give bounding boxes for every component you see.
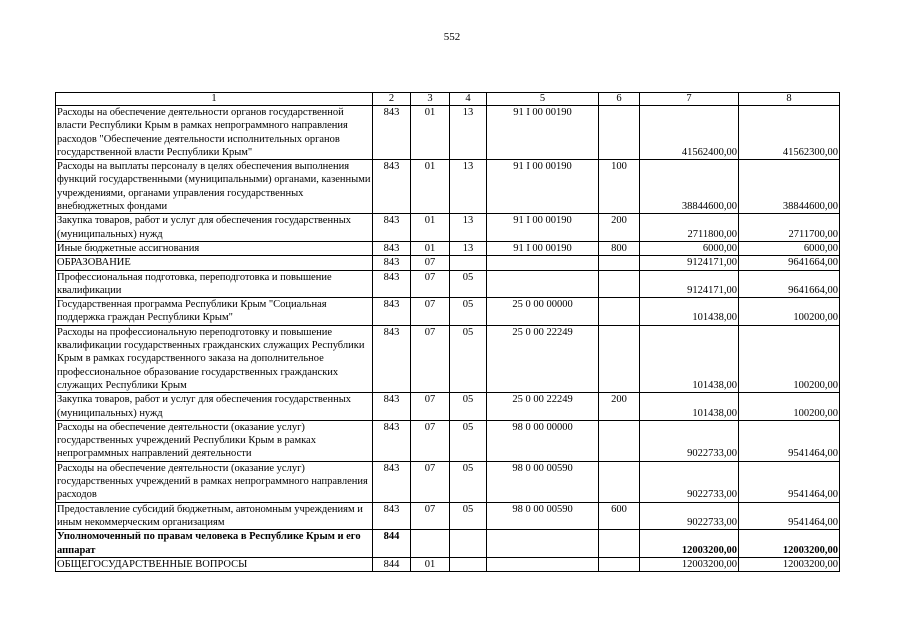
- expense-type-code: 600: [599, 502, 640, 530]
- page-number: 552: [443, 31, 461, 43]
- expense-name: Расходы на обеспечение деятельности органов государственной власти Республики Крым в рамках непрограммного направления расходов "Обеспечение деятельности исполнительных органов государственной власти Республики Крым": [56, 106, 373, 160]
- amount-col7: 12003200,00: [640, 530, 739, 558]
- amount-col7: 9022733,00: [640, 420, 739, 461]
- subsection-code: 05: [450, 420, 487, 461]
- table-row: [56, 241, 840, 255]
- section-code: 07: [411, 298, 450, 326]
- target-article-code: [487, 557, 599, 571]
- ministry-code: 844: [373, 530, 411, 558]
- section-code: 07: [411, 270, 450, 298]
- expense-type-code: [599, 325, 640, 392]
- amount-col7: 101438,00: [640, 393, 739, 421]
- subsection-code: 13: [450, 160, 487, 214]
- expense-name: Закупка товаров, работ и услуг для обеспечения государственных (муниципальных) нужд: [56, 214, 373, 242]
- subsection-code: [450, 256, 487, 270]
- section-code: 01: [411, 557, 450, 571]
- expense-name: Профессиональная подготовка, переподготовка и повышение квалификации: [56, 270, 373, 298]
- budget-table: [55, 92, 840, 572]
- table-row: [56, 420, 840, 461]
- subsection-code: 05: [450, 502, 487, 530]
- column-number: 5: [487, 93, 599, 106]
- section-code: 01: [411, 214, 450, 242]
- amount-col8: 12003200,00: [739, 530, 840, 558]
- expense-type-code: 100: [599, 160, 640, 214]
- expense-name: Предоставление субсидий бюджетным, автономным учреждениям и иным некоммерческим организациям: [56, 502, 373, 530]
- ministry-code: 844: [373, 557, 411, 571]
- expense-name: ОБЩЕГОСУДАРСТВЕННЫЕ ВОПРОСЫ: [56, 557, 373, 571]
- target-article-code: 25 0 00 22249: [487, 325, 599, 392]
- section-code: 07: [411, 502, 450, 530]
- expense-name: Расходы на выплаты персоналу в целях обеспечения выполнения функций государственными (муниципальными) органами, казенными учреждениями, органами управления государственных внебюджетных фондами: [56, 160, 373, 214]
- column-number: 1: [56, 93, 373, 106]
- amount-col8: 100200,00: [739, 325, 840, 392]
- target-article-code: [487, 530, 599, 558]
- column-number: 4: [450, 93, 487, 106]
- target-article-code: [487, 270, 599, 298]
- subsection-code: 13: [450, 241, 487, 255]
- table-body: [56, 106, 840, 572]
- target-article-code: 91 I 00 00190: [487, 214, 599, 242]
- subsection-code: 13: [450, 106, 487, 160]
- table-row: [56, 530, 840, 558]
- amount-col8: 2711700,00: [739, 214, 840, 242]
- amount-col7: 38844600,00: [640, 160, 739, 214]
- amount-col8: 9641664,00: [739, 256, 840, 270]
- expense-type-code: [599, 256, 640, 270]
- ministry-code: 843: [373, 160, 411, 214]
- target-article-code: 98 0 00 00590: [487, 461, 599, 502]
- section-code: 01: [411, 106, 450, 160]
- ministry-code: 843: [373, 325, 411, 392]
- amount-col7: 101438,00: [640, 298, 739, 326]
- amount-col7: 6000,00: [640, 241, 739, 255]
- column-number: 3: [411, 93, 450, 106]
- amount-col8: 41562300,00: [739, 106, 840, 160]
- amount-col8: 12003200,00: [739, 557, 840, 571]
- table-row: [56, 502, 840, 530]
- expense-name: Расходы на обеспечение деятельности (оказание услуг) государственных учреждений в рамках непрограммного направления расходов: [56, 461, 373, 502]
- amount-col7: 9124171,00: [640, 256, 739, 270]
- expense-type-code: [599, 106, 640, 160]
- ministry-code: 843: [373, 502, 411, 530]
- subsection-code: 05: [450, 461, 487, 502]
- table-row: [56, 393, 840, 421]
- expense-name: ОБРАЗОВАНИЕ: [56, 256, 373, 270]
- amount-col7: 9022733,00: [640, 502, 739, 530]
- ministry-code: 843: [373, 241, 411, 255]
- column-number: 8: [739, 93, 840, 106]
- amount-col8: 9541464,00: [739, 502, 840, 530]
- amount-col8: 9541464,00: [739, 461, 840, 502]
- ministry-code: 843: [373, 214, 411, 242]
- expense-name: Расходы на профессиональную переподготовку и повышение квалификации государственных гражданских служащих Республики Крым в рамках государственного заказа на дополнительное профессиональное образование государственных гражданских служащих Республики Крым: [56, 325, 373, 392]
- table-row: [56, 160, 840, 214]
- expense-type-code: [599, 420, 640, 461]
- ministry-code: 843: [373, 270, 411, 298]
- amount-col8: 9541464,00: [739, 420, 840, 461]
- expense-name: Уполномоченный по правам человека в Республике Крым и его аппарат: [56, 530, 373, 558]
- ministry-code: 843: [373, 393, 411, 421]
- table-row: [56, 256, 840, 270]
- column-number: 7: [640, 93, 739, 106]
- target-article-code: 91 I 00 00190: [487, 106, 599, 160]
- expense-type-code: [599, 530, 640, 558]
- expense-type-code: [599, 298, 640, 326]
- subsection-code: 05: [450, 270, 487, 298]
- target-article-code: 98 0 00 00000: [487, 420, 599, 461]
- table-row: [56, 325, 840, 392]
- ministry-code: 843: [373, 461, 411, 502]
- column-number: 6: [599, 93, 640, 106]
- expense-name: Расходы на обеспечение деятельности (оказание услуг) государственных учреждений Республики Крым в рамках непрограммных направлений деятельности: [56, 420, 373, 461]
- expense-type-code: [599, 270, 640, 298]
- target-article-code: 91 I 00 00190: [487, 160, 599, 214]
- amount-col8: 38844600,00: [739, 160, 840, 214]
- section-code: 07: [411, 325, 450, 392]
- amount-col8: 9641664,00: [739, 270, 840, 298]
- table-row: [56, 298, 840, 326]
- table-row: [56, 557, 840, 571]
- column-number: 2: [373, 93, 411, 106]
- expense-type-code: 200: [599, 393, 640, 421]
- amount-col8: 100200,00: [739, 298, 840, 326]
- table-row: [56, 461, 840, 502]
- column-number-row: [56, 93, 840, 106]
- amount-col8: 6000,00: [739, 241, 840, 255]
- amount-col8: 100200,00: [739, 393, 840, 421]
- expense-name: Иные бюджетные ассигнования: [56, 241, 373, 255]
- expense-name: Государственная программа Республики Крым "Социальная поддержка граждан Республики Крым": [56, 298, 373, 326]
- target-article-code: 25 0 00 00000: [487, 298, 599, 326]
- table-row: [56, 214, 840, 242]
- target-article-code: 98 0 00 00590: [487, 502, 599, 530]
- section-code: 01: [411, 241, 450, 255]
- amount-col7: 41562400,00: [640, 106, 739, 160]
- expense-type-code: [599, 461, 640, 502]
- expense-type-code: [599, 557, 640, 571]
- subsection-code: [450, 557, 487, 571]
- subsection-code: 05: [450, 393, 487, 421]
- amount-col7: 101438,00: [640, 325, 739, 392]
- ministry-code: 843: [373, 298, 411, 326]
- ministry-code: 843: [373, 106, 411, 160]
- section-code: 07: [411, 461, 450, 502]
- expense-name: Закупка товаров, работ и услуг для обеспечения государственных (муниципальных) нужд: [56, 393, 373, 421]
- expense-type-code: 800: [599, 241, 640, 255]
- subsection-code: 05: [450, 325, 487, 392]
- amount-col7: 12003200,00: [640, 557, 739, 571]
- ministry-code: 843: [373, 256, 411, 270]
- expense-type-code: 200: [599, 214, 640, 242]
- target-article-code: [487, 256, 599, 270]
- target-article-code: 91 I 00 00190: [487, 241, 599, 255]
- section-code: 07: [411, 420, 450, 461]
- ministry-code: 843: [373, 420, 411, 461]
- section-code: [411, 530, 450, 558]
- table-row: [56, 270, 840, 298]
- amount-col7: 9124171,00: [640, 270, 739, 298]
- subsection-code: [450, 530, 487, 558]
- subsection-code: 05: [450, 298, 487, 326]
- section-code: 01: [411, 160, 450, 214]
- amount-col7: 9022733,00: [640, 461, 739, 502]
- table-row: [56, 106, 840, 160]
- amount-col7: 2711800,00: [640, 214, 739, 242]
- target-article-code: 25 0 00 22249: [487, 393, 599, 421]
- section-code: 07: [411, 393, 450, 421]
- subsection-code: 13: [450, 214, 487, 242]
- section-code: 07: [411, 256, 450, 270]
